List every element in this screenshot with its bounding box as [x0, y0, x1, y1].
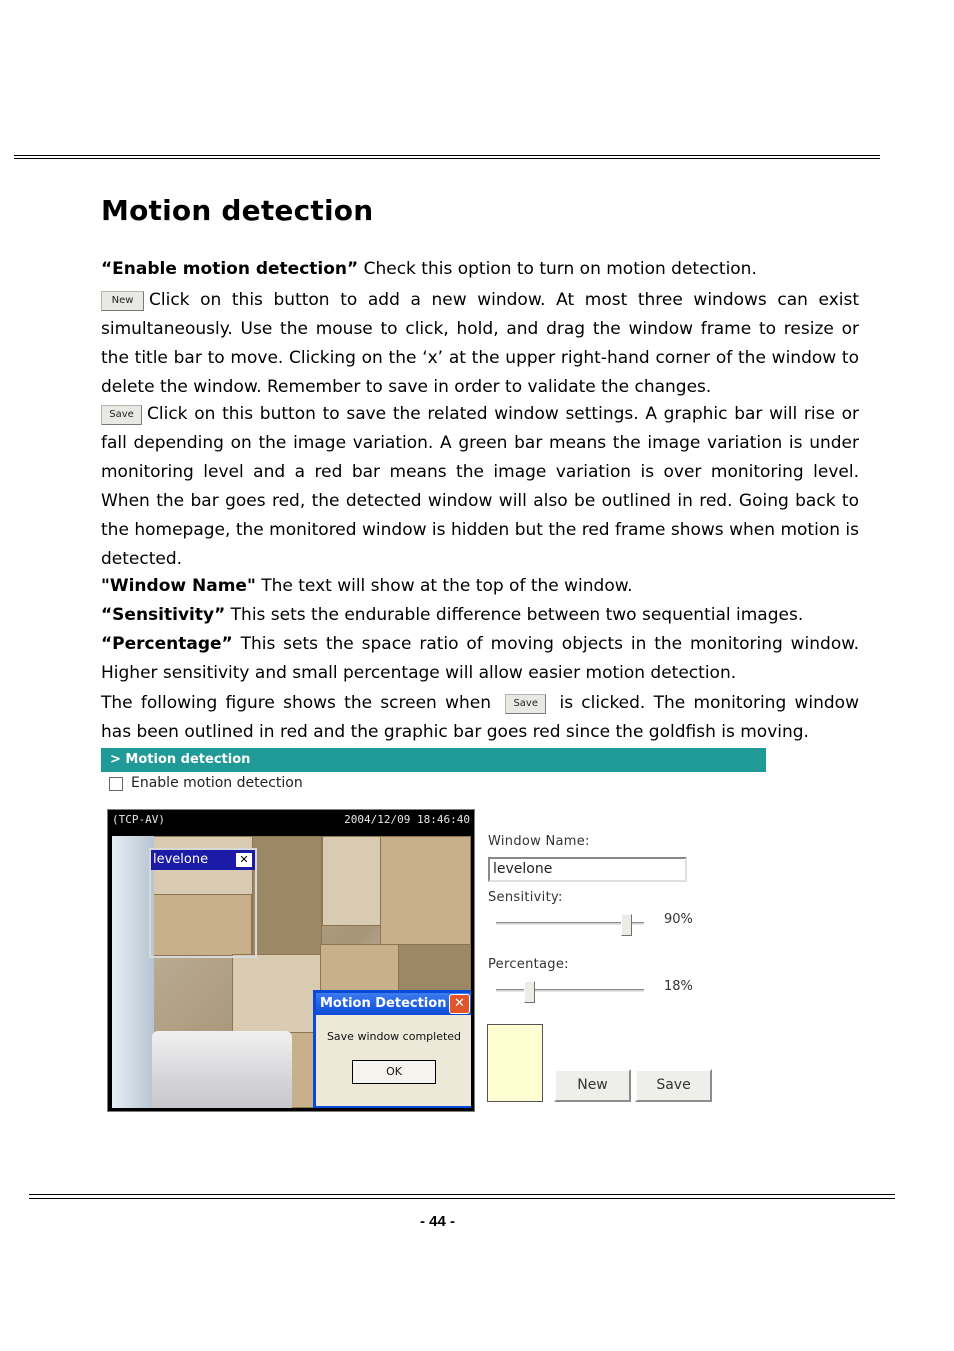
monitoring-window-title[interactable] [151, 850, 255, 870]
percentage-slider-track[interactable] [496, 989, 644, 992]
header-rule-thin [14, 158, 880, 159]
body-text-new [101, 286, 859, 402]
window-name-term: "Window Name" [101, 576, 256, 596]
monitoring-window-name: levelone [153, 852, 209, 867]
dialog-title [316, 993, 471, 1015]
save-text: Click on this button to save the related window settings. A graphic bar will rise or fall depending on the image variation. A green bar means the image variation is under monitoring level and a red bar means the image variation is over monitoring level. When the bar goes red, the detected window will also be outlined in red. Going back to the homepage, the monitored window is hidden but the red frame shows when motion is detected. [101, 404, 859, 569]
save-button-image-inline: Save [505, 694, 546, 714]
header-rule-thick [14, 155, 880, 156]
carton [322, 836, 382, 926]
percentage-value: 18% [664, 979, 693, 994]
body-text-params [101, 572, 859, 688]
window-name-input[interactable]: levelone [488, 857, 687, 882]
save-button-image: Save [101, 405, 142, 425]
sensitivity-text: This sets the endurable difference between two sequential images. [225, 605, 804, 625]
carton [232, 954, 322, 1034]
percentage-term: “Percentage” [101, 634, 233, 654]
enable-text: Check this option to turn on motion detection. [358, 259, 757, 279]
percentage-label: Percentage: [488, 957, 569, 972]
sensitivity-term: “Sensitivity” [101, 605, 226, 625]
close-icon[interactable]: ✕ [236, 853, 252, 867]
save-button[interactable]: Save [635, 1069, 712, 1102]
carton [380, 836, 471, 946]
body-text-figure-intro [101, 689, 859, 747]
ok-button[interactable]: OK [352, 1060, 436, 1084]
body-text-save [101, 400, 859, 574]
enable-term: “Enable motion detection” [101, 259, 359, 279]
motion-detection-screenshot [101, 748, 766, 1118]
page-number: - 44 - [419, 1213, 455, 1230]
save-dialog [313, 990, 471, 1108]
percentage-slider-handle[interactable] [524, 981, 535, 1003]
carton [252, 836, 322, 956]
enable-motion-label: Enable motion detection [131, 775, 303, 791]
sensitivity-value: 90% [664, 912, 693, 927]
monitoring-window[interactable] [149, 848, 257, 958]
dialog-title-text: Motion Detection [320, 996, 447, 1011]
wall [112, 836, 154, 1108]
figure-intro-a: The following figure shows the screen when [101, 693, 500, 713]
footer-rule-thin [29, 1198, 895, 1199]
sensitivity-label: Sensitivity: [488, 890, 563, 905]
computer-case [152, 1031, 292, 1108]
page-title: Motion detection [101, 194, 374, 227]
body-text-enable [101, 255, 859, 284]
new-button[interactable]: New [554, 1069, 631, 1102]
camera-timestamp: 2004/12/09 18:46:40 [344, 813, 470, 826]
section-header-bar: > Motion detection [101, 748, 766, 772]
new-button-image: New [101, 291, 144, 311]
percentage-text: This sets the space ratio of moving objects in the monitoring window. Higher sensitivity and small percentage will allow easier motion detection. [101, 634, 859, 683]
close-icon[interactable]: ✕ [449, 994, 470, 1014]
figure-intro-b: is clicked. The monitoring window has been outlined in red and the graphic bar goes red since the goldfish is moving. [101, 693, 859, 742]
sensitivity-slider-handle[interactable] [621, 914, 632, 936]
window-name-text: The text will show at the top of the window. [255, 576, 633, 596]
motion-level-indicator [487, 1024, 543, 1102]
camera-view [107, 809, 475, 1112]
dialog-message: Save window completed [326, 1030, 462, 1043]
window-name-label: Window Name: [488, 834, 590, 849]
camera-image [112, 836, 471, 1108]
enable-motion-checkbox[interactable] [109, 777, 123, 791]
camera-header [108, 810, 474, 830]
footer-rule-thick [29, 1194, 895, 1195]
new-text: Click on this button to add a new window. At most three windows can exist simultaneously. Use the mouse to click, hold, and drag the window frame to resize or the title bar to move. Clicking on the ‘x’ at the upper right-hand corner of the window to delete the window. Remember to save in order to validate the changes. [101, 290, 859, 397]
camera-label: (TCP-AV) [112, 813, 165, 826]
